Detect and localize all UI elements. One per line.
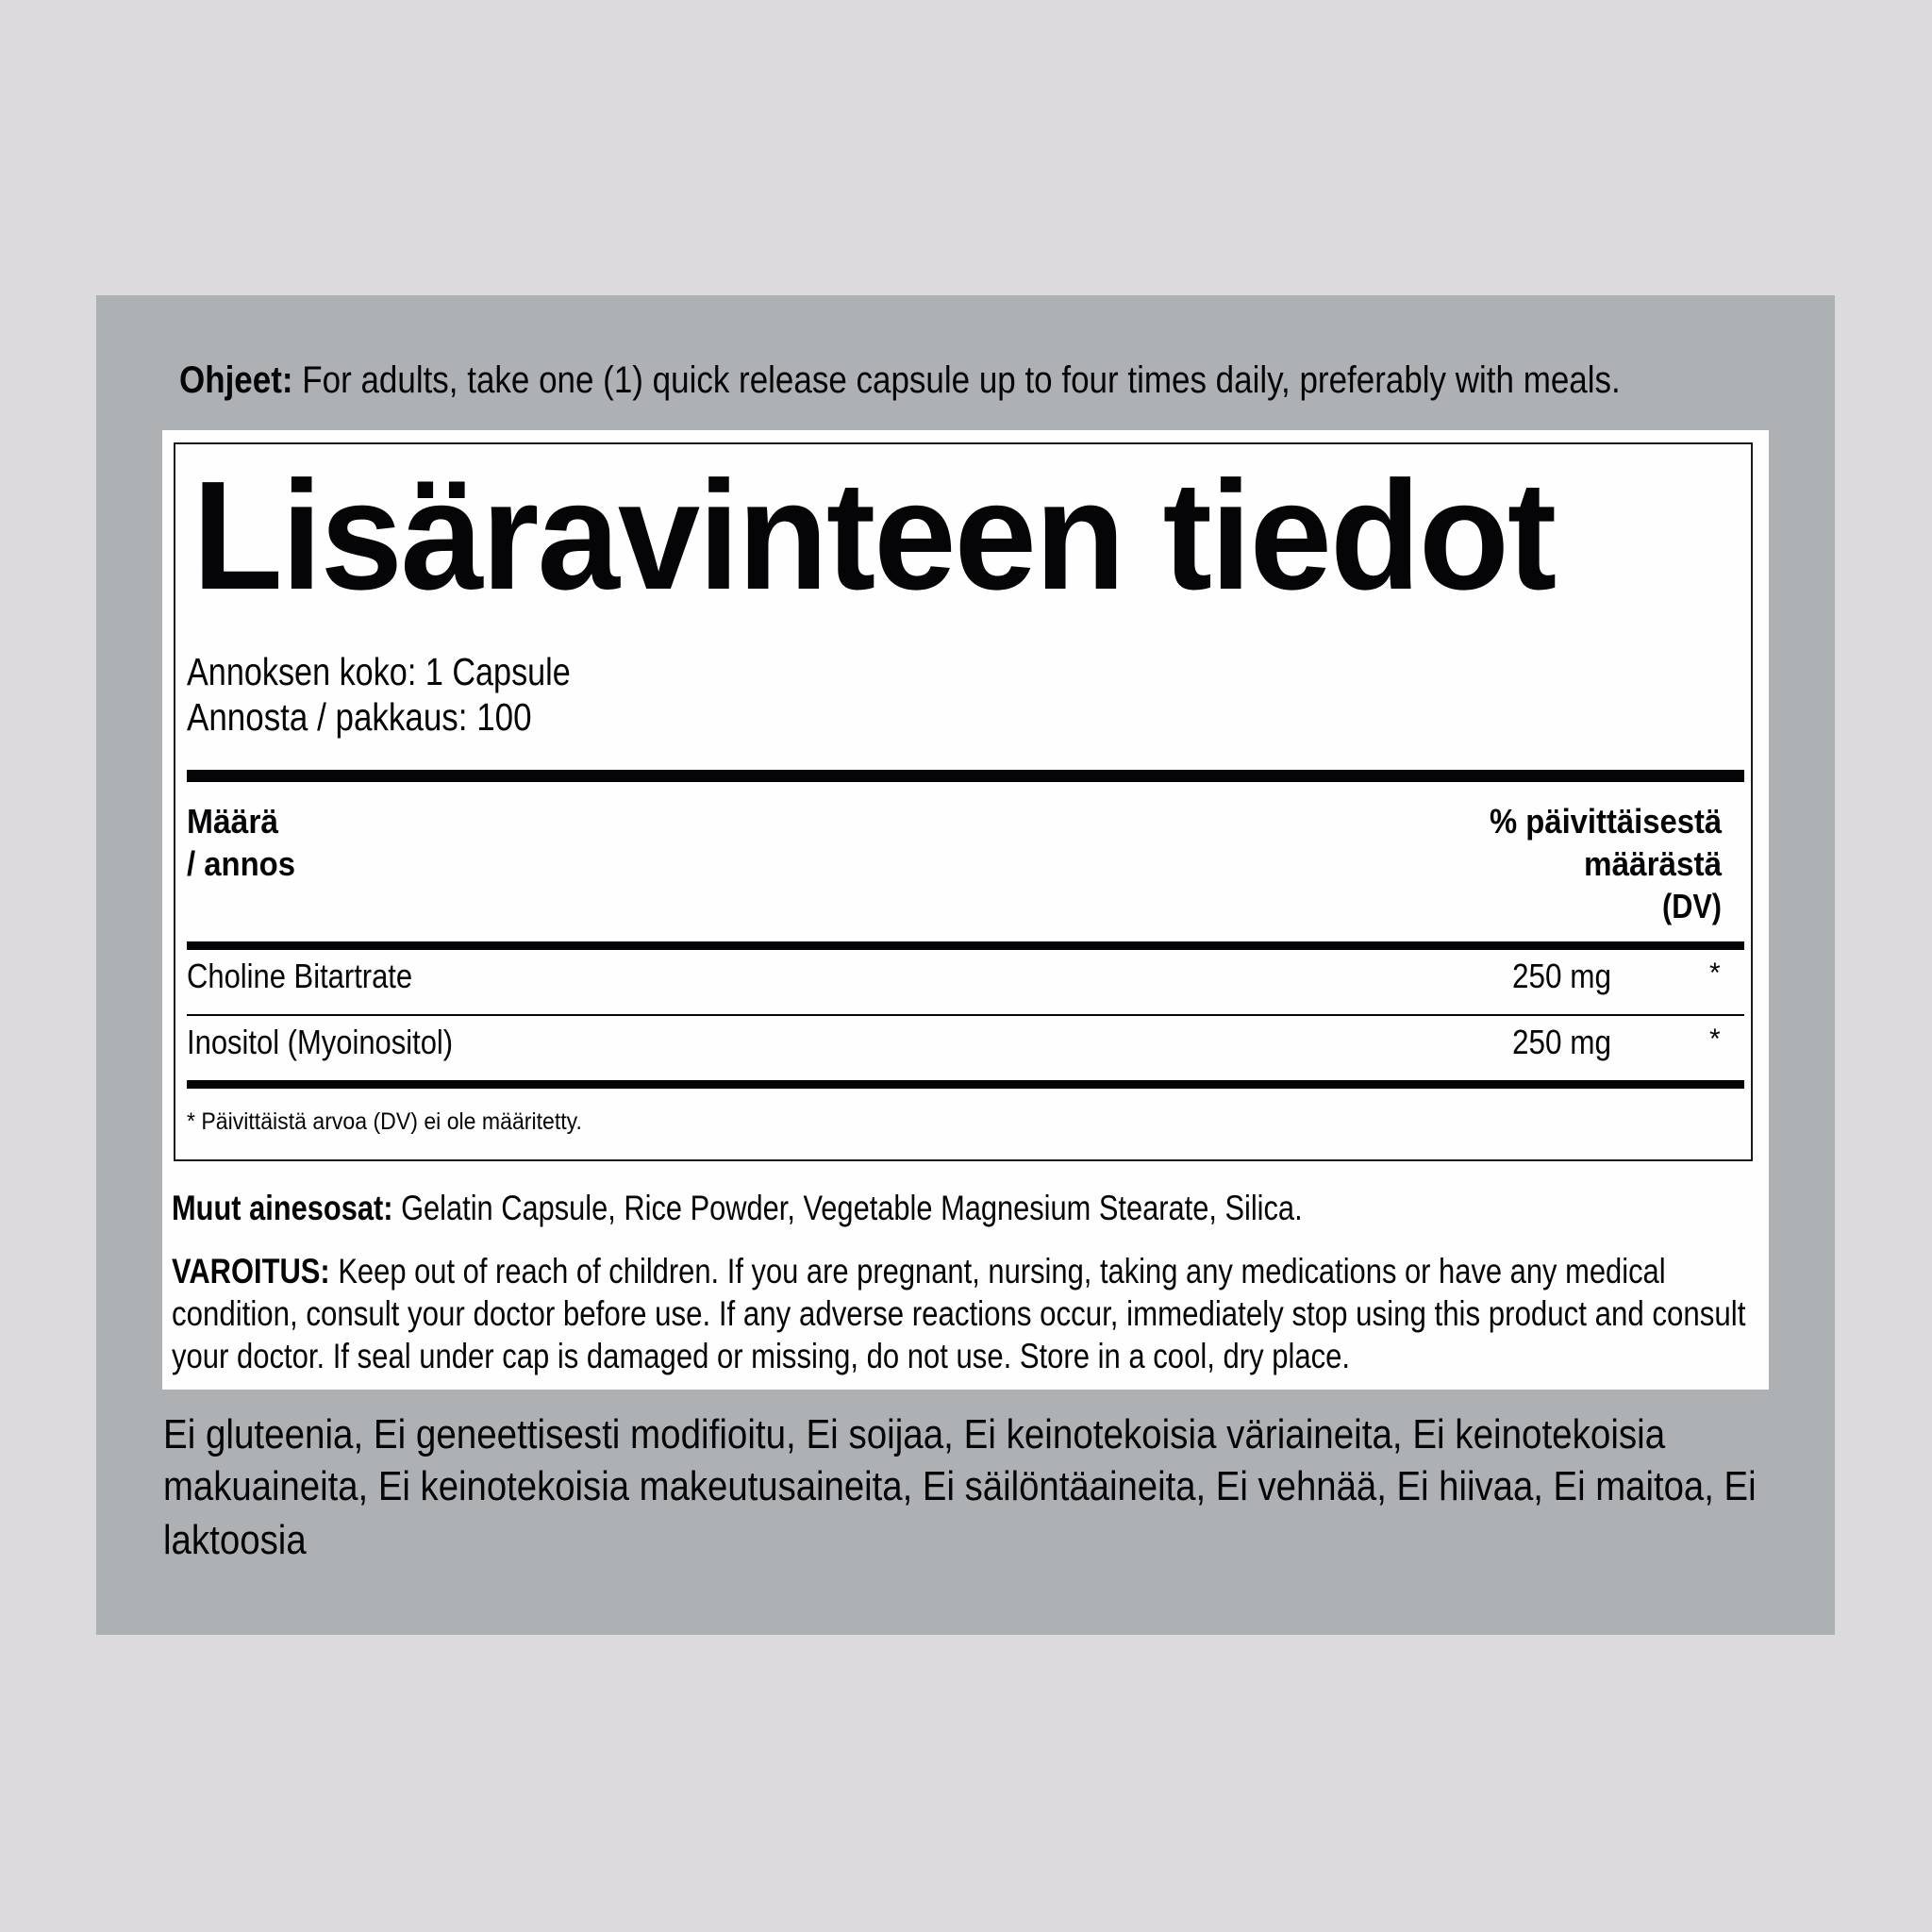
directions — [179, 361, 1621, 399]
warning-text: Keep out of reach of children. If you are pregnant, nursing, taking any medications or have any medical — [329, 1252, 1666, 1291]
thick-rule-top — [187, 770, 1744, 782]
nutrient-amount: 250 mg — [1512, 1023, 1612, 1061]
servings-per-container: Annosta / pakkaus: 100 — [187, 695, 532, 739]
directions-text: For adults, take one (1) quick release capsule up to four times daily, preferably with meals. — [292, 359, 1621, 401]
other-ingredients-text: Gelatin Capsule, Rice Powder, Vegetable Magnesium Stearate, Silica. — [392, 1189, 1303, 1227]
nutrient-dv: * — [1709, 1024, 1721, 1055]
dv-header-line1: % päivittäisestä — [1490, 802, 1723, 841]
dv-header-line3: (DV) — [1662, 887, 1722, 925]
facts-title: Lisäravinteen tiedot — [192, 449, 1556, 622]
thin-rule — [187, 1014, 1744, 1016]
thick-rule-header — [187, 941, 1744, 950]
amount-header-line1: Määrä — [187, 802, 279, 841]
free-from-line-3: laktoosia — [163, 1517, 307, 1563]
warning-line-1 — [172, 1254, 1666, 1289]
amount-header-line2: / annos — [187, 844, 296, 883]
warning-line-3: your doctor. If seal under cap is damaged or missing, do not use. Store in a cool, dry place. — [172, 1337, 1351, 1375]
warning-label: VAROITUS: — [172, 1252, 330, 1291]
dv-header-line2: määrästä — [1584, 844, 1723, 883]
warning-line-2: condition, consult your doctor before use. If any adverse reactions occur, immediately stop using this product and consult — [172, 1294, 1746, 1333]
nutrient-name: Inositol (Myoinositol) — [187, 1023, 454, 1061]
free-from-line-1: Ei gluteenia, Ei geneettisesti modifioitu, Ei soijaa, Ei keinotekoisia väriaineita, Ei keinotekoisia — [163, 1411, 1666, 1457]
directions-label: Ohjeet: — [179, 359, 293, 401]
other-ingredients-label: Muut ainesosat: — [172, 1189, 393, 1227]
nutrient-name: Choline Bitartrate — [187, 957, 413, 995]
nutrient-dv: * — [1709, 958, 1721, 989]
serving-size: Annoksen koko: 1 Capsule — [187, 650, 571, 693]
dv-footnote: * Päivittäistä arvoa (DV) ei ole määritetty. — [187, 1108, 582, 1135]
other-ingredients — [172, 1191, 1303, 1225]
thick-rule-bottom — [187, 1080, 1744, 1089]
free-from-line-2: makuaineita, Ei keinotekoisia makeutusaineita, Ei säilöntäaineita, Ei vehnää, Ei hiivaa, Ei maitoa, Ei — [163, 1463, 1757, 1509]
nutrient-amount: 250 mg — [1512, 957, 1612, 995]
